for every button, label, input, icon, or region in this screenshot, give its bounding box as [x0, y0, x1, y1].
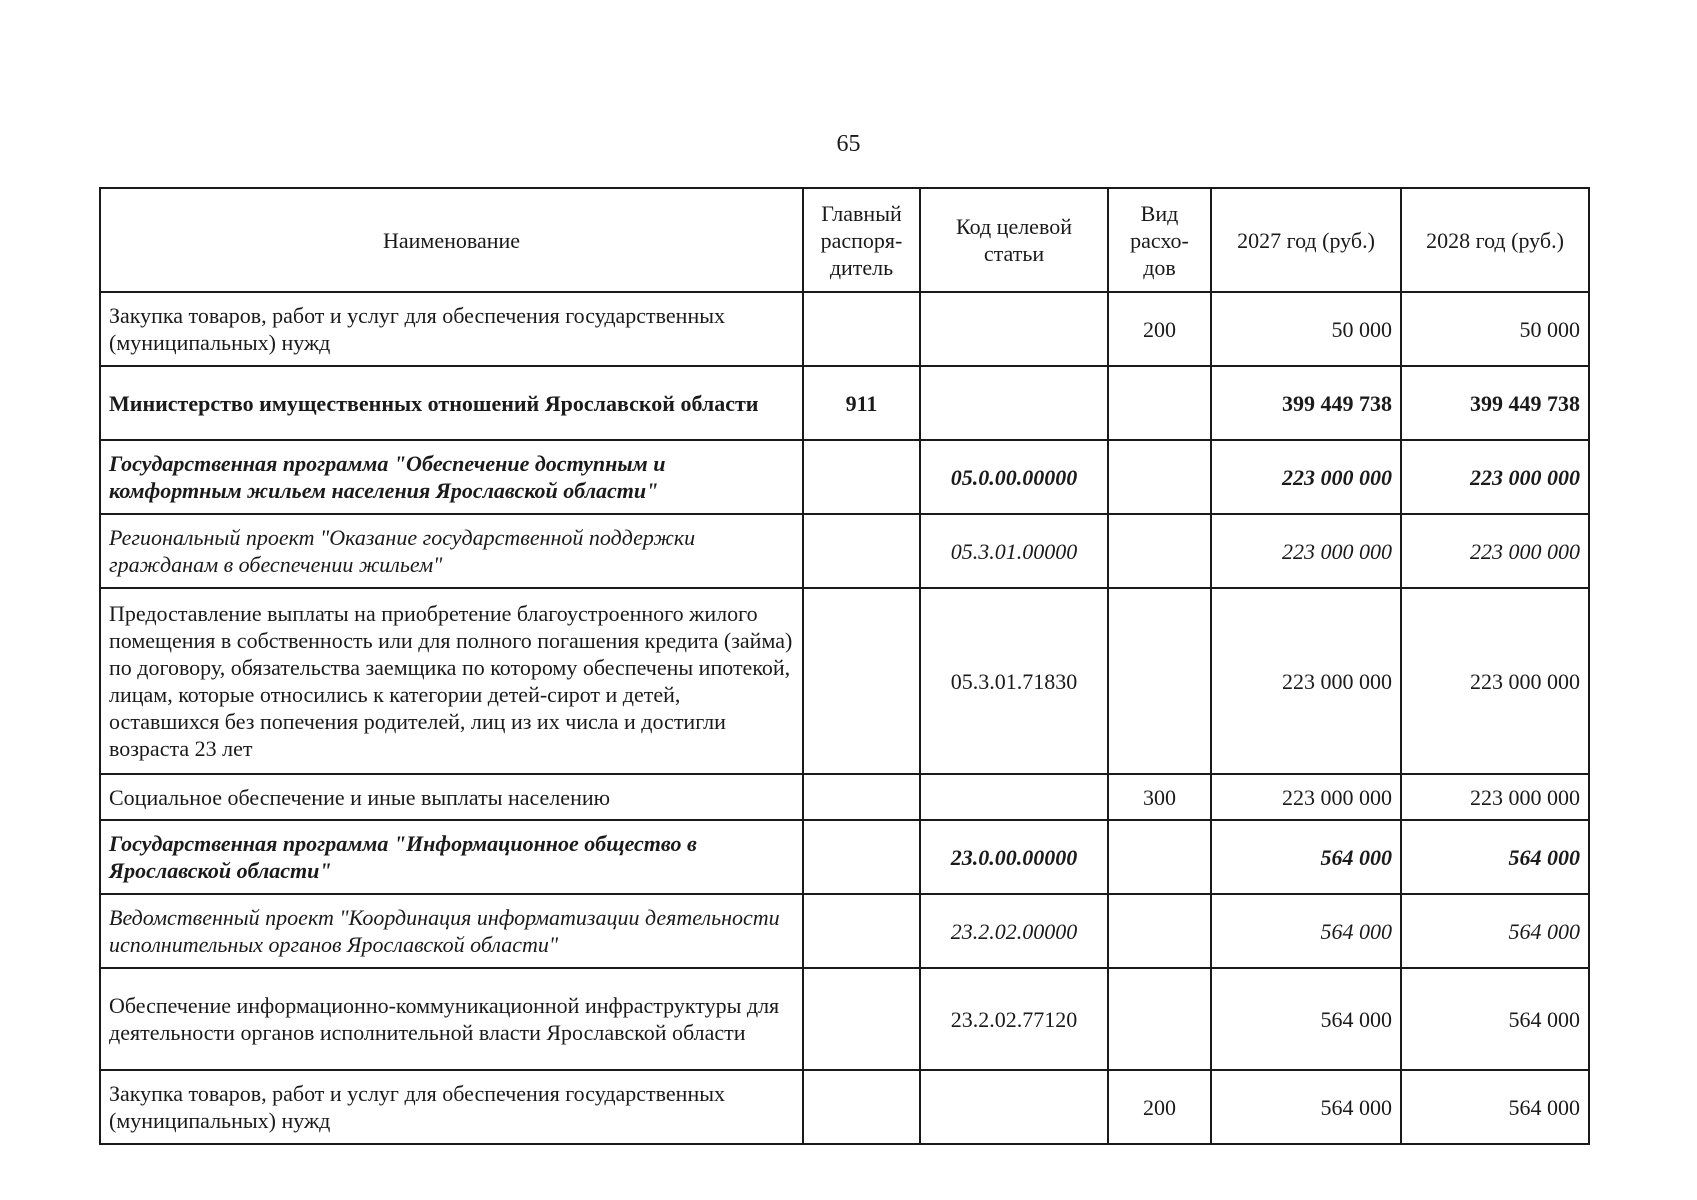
row-kind	[1108, 366, 1211, 440]
row-manager	[803, 1070, 920, 1144]
row-code: 05.0.00.00000	[920, 440, 1108, 514]
row-kind	[1108, 820, 1211, 894]
header-row	[100, 188, 1589, 292]
row-2028: 564 000	[1401, 894, 1589, 968]
row-2027: 223 000 000	[1211, 514, 1401, 588]
row-name: Обеспечение информационно-коммуникационной инфраструктуры для деятельности органов исполнительной власти Ярославской области	[100, 968, 803, 1070]
row-name: Закупка товаров, работ и услуг для обеспечения государственных (муниципальных) нужд	[100, 1070, 803, 1144]
budget-table	[99, 187, 1590, 1145]
row-code	[920, 292, 1108, 366]
row-2028: 50 000	[1401, 292, 1589, 366]
row-kind	[1108, 514, 1211, 588]
row-kind: 300	[1108, 774, 1211, 820]
row-code: 23.2.02.00000	[920, 894, 1108, 968]
row-2027: 564 000	[1211, 820, 1401, 894]
row-2027: 223 000 000	[1211, 588, 1401, 774]
row-manager	[803, 292, 920, 366]
row-2027: 223 000 000	[1211, 440, 1401, 514]
table-row	[100, 440, 1589, 514]
row-name: Предоставление выплаты на приобретение благоустроенного жилого помещения в собственность или для полного погашения кредита (займа) по договору, обязательства заемщика по которому обеспечены ипотекой, лицам, которые относились к категории детей-сирот и детей, оставшихся без попечения родителей, лиц из их числа и достигли возраста 23 лет	[100, 588, 803, 774]
row-kind	[1108, 968, 1211, 1070]
row-code: 05.3.01.71830	[920, 588, 1108, 774]
row-2028: 564 000	[1401, 1070, 1589, 1144]
row-2027: 399 449 738	[1211, 366, 1401, 440]
table-row	[100, 366, 1589, 440]
row-manager: 911	[803, 366, 920, 440]
row-kind	[1108, 440, 1211, 514]
row-2028: 223 000 000	[1401, 514, 1589, 588]
row-2028: 223 000 000	[1401, 774, 1589, 820]
header-kind: Вид расхо-дов	[1108, 188, 1211, 292]
row-2027: 564 000	[1211, 894, 1401, 968]
row-2028: 564 000	[1401, 968, 1589, 1070]
row-name: Социальное обеспечение и иные выплаты населению	[100, 774, 803, 820]
row-2028: 399 449 738	[1401, 366, 1589, 440]
row-2028: 223 000 000	[1401, 440, 1589, 514]
row-kind	[1108, 588, 1211, 774]
header-2027: 2027 год (руб.)	[1211, 188, 1401, 292]
row-manager	[803, 774, 920, 820]
row-name: Региональный проект "Оказание государственной поддержки гражданам в обеспечении жильем"	[100, 514, 803, 588]
row-code: 23.0.00.00000	[920, 820, 1108, 894]
table-row	[100, 1070, 1589, 1144]
row-2027: 223 000 000	[1211, 774, 1401, 820]
table-row	[100, 774, 1589, 820]
header-manager: Главный распоря-дитель	[803, 188, 920, 292]
row-name: Государственная программа "Информационное общество в Ярославской области"	[100, 820, 803, 894]
table-row	[100, 894, 1589, 968]
row-2028: 564 000	[1401, 820, 1589, 894]
row-name: Государственная программа "Обеспечение доступным и комфортным жильем населения Ярославской области"	[100, 440, 803, 514]
table-row	[100, 514, 1589, 588]
row-manager	[803, 588, 920, 774]
row-code	[920, 366, 1108, 440]
row-kind	[1108, 894, 1211, 968]
header-code: Код целевой статьи	[920, 188, 1108, 292]
row-manager	[803, 440, 920, 514]
row-2027: 564 000	[1211, 968, 1401, 1070]
table-row	[100, 820, 1589, 894]
header-name: Наименование	[100, 188, 803, 292]
table-row	[100, 588, 1589, 774]
row-manager	[803, 820, 920, 894]
row-code	[920, 774, 1108, 820]
row-kind: 200	[1108, 1070, 1211, 1144]
row-code	[920, 1070, 1108, 1144]
header-2028: 2028 год (руб.)	[1401, 188, 1589, 292]
row-code: 23.2.02.77120	[920, 968, 1108, 1070]
row-name: Министерство имущественных отношений Ярославской области	[100, 366, 803, 440]
row-2028: 223 000 000	[1401, 588, 1589, 774]
table-row	[100, 968, 1589, 1070]
row-2027: 50 000	[1211, 292, 1401, 366]
row-manager	[803, 894, 920, 968]
row-code: 05.3.01.00000	[920, 514, 1108, 588]
row-2027: 564 000	[1211, 1070, 1401, 1144]
row-name: Закупка товаров, работ и услуг для обеспечения государственных (муниципальных) нужд	[100, 292, 803, 366]
row-kind: 200	[1108, 292, 1211, 366]
table-row	[100, 292, 1589, 366]
row-manager	[803, 968, 920, 1070]
page-number: 65	[836, 131, 861, 157]
row-name: Ведомственный проект "Координация информатизации деятельности исполнительных органов Ярославской области"	[100, 894, 803, 968]
row-manager	[803, 514, 920, 588]
